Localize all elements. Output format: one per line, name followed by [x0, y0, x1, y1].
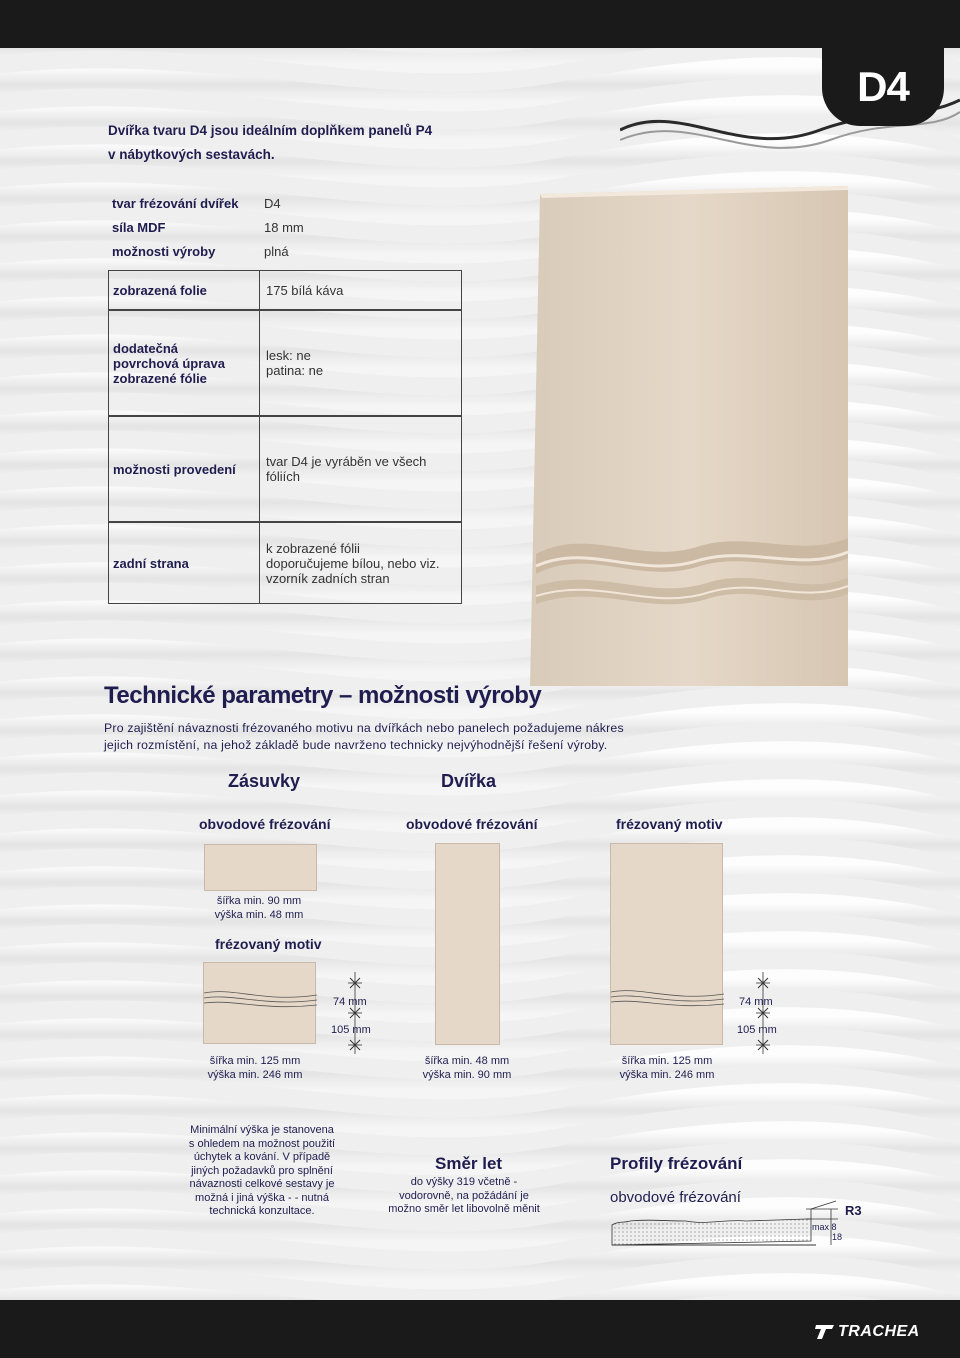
param-label: tvar frézování dvířek	[112, 196, 239, 211]
param-label: možnosti výroby	[112, 244, 216, 259]
dvirka-sub-motif: frézovaný motiv	[616, 816, 723, 832]
door-product-image	[530, 186, 848, 686]
section-title: Technické parametry – možnosti výroby	[104, 682, 542, 709]
door-dimension-markers	[748, 972, 778, 1054]
door-motif-caption: šířka min. 125 mm výška min. 246 mm	[619, 1055, 715, 1081]
param-value: tvar D4 je vyráběn ve všech fóliích	[259, 417, 461, 521]
brand-logo	[814, 1322, 926, 1342]
param-value: 18 mm	[264, 220, 304, 235]
brand-name: TRACHEA	[838, 1323, 920, 1340]
grain-direction-title: Směr let	[435, 1154, 503, 1173]
drawer-motif-caption: šířka min. 125 mm výška min. 246 mm	[207, 1055, 303, 1081]
drawer-dimension-markers	[340, 972, 370, 1054]
door-dim-105: 105 mm	[737, 1024, 777, 1036]
zasuvky-sub-motif: frézovaný motiv	[215, 936, 322, 952]
param-row	[108, 220, 462, 235]
param-value: plná	[264, 244, 289, 259]
param-label: zadní strana	[113, 555, 189, 571]
profile-subtitle: obvodové frézování	[610, 1189, 741, 1206]
param-value: lesk: ne patina: ne	[259, 311, 461, 415]
section-text: Pro zajištění návaznosti frézovaného motivu na dvířkách nebo panelech požadujeme nákres jejich rozmístění, na jehož základě bude navrženo technicky nejvýhodnější řešení výroby.	[104, 721, 624, 752]
brand-mark-icon	[814, 1323, 836, 1341]
wave-lines	[611, 844, 724, 1046]
param-label: možnosti provedení	[113, 461, 236, 477]
min-height-note: Minimální výška je stanovena s ohledem na možnost použití úchytek a kování. V případě jiných požadavků pro splnění návaznosti celkové sestavy je možná i jiná výška - - nutná technická konzultace.	[188, 1124, 336, 1217]
zasuvky-title: Zásuvky	[228, 771, 301, 791]
profile-title: Profily frézování	[610, 1154, 743, 1173]
profile-thickness-label: 18	[832, 1232, 843, 1242]
param-box	[108, 270, 462, 310]
param-box	[108, 310, 462, 416]
param-value: 175 bílá káva	[259, 271, 461, 309]
profile-radius-label: R3	[845, 1203, 862, 1218]
param-label: dodatečná povrchová úprava zobrazené fólie	[113, 340, 225, 386]
drawer-perimeter-caption: šířka min. 90 mm výška min. 48 mm	[214, 895, 304, 921]
zasuvky-sub-perimeter: obvodové frézování	[199, 816, 331, 832]
door-perimeter-caption: šířka min. 48 mm výška min. 90 mm	[422, 1055, 512, 1081]
dvirka-sub-perimeter: obvodové frézování	[406, 816, 538, 832]
dvirka-title: Dvířka	[441, 771, 497, 791]
door-dim-74: 74 mm	[739, 996, 773, 1008]
param-value: k zobrazené fólii doporučujeme bílou, nebo viz. vzorník zadních stran	[259, 523, 461, 603]
grain-direction-text: do výšky 319 včetně - vodorovně, na požádání je možno směr let libovolně měnit	[388, 1176, 540, 1215]
drawer-motif-sample	[203, 962, 316, 1044]
model-badge: D4	[822, 48, 944, 126]
door-perimeter-sample	[435, 843, 500, 1045]
door-motif-sample	[610, 843, 723, 1045]
param-value: D4	[264, 196, 281, 211]
param-row	[108, 244, 462, 259]
drawer-dim-105: 105 mm	[331, 1024, 371, 1036]
profile-max-label: max 8	[812, 1222, 837, 1232]
param-box	[108, 522, 462, 604]
param-row	[108, 196, 462, 211]
param-box	[108, 416, 462, 522]
drawer-dim-74: 74 mm	[333, 996, 367, 1008]
param-label: síla MDF	[112, 220, 166, 235]
intro-text: Dvířka tvaru D4 jsou ideálním doplňkem panelů P4 v nábytkových sestavách.	[108, 123, 433, 162]
top-bar	[0, 0, 960, 48]
param-label: zobrazená folie	[113, 282, 207, 298]
wave-lines	[204, 963, 317, 1045]
drawer-perimeter-sample	[204, 844, 317, 891]
